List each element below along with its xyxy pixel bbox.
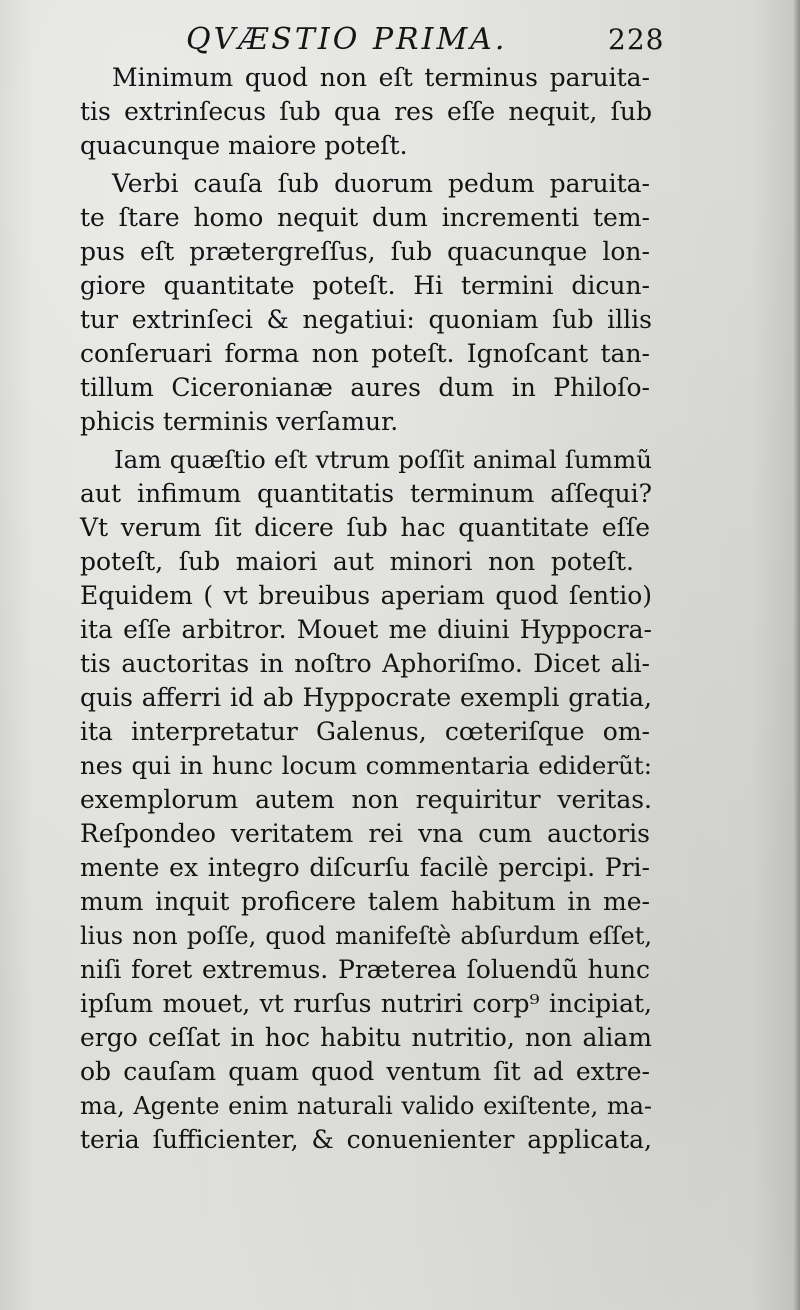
running-head: [0, 20, 800, 60]
text-line: exemplorum autem non requiritur veritas.: [80, 785, 652, 814]
text-line: mente ex integro diſcurſu facilè percipi. Pri-: [80, 853, 650, 882]
text-line: poteſt, ſub maiori aut minori non poteſt.: [80, 547, 634, 576]
page-number: 228: [608, 23, 665, 56]
text-line: mum inquit proficere talem habitum in me-: [80, 887, 650, 916]
text-line: Minimum quod non eſt terminus paruita-: [112, 63, 650, 92]
text-line: Vt verum ſit dicere ſub hac quantitate eſſe: [80, 513, 650, 542]
text-line: Equidem ( vt breuibus aperiam quod ſentio): [80, 581, 652, 610]
text-line: aut infimum quantitatis terminum aſſequi?: [80, 479, 652, 508]
text-line: quis afferri id ab Hyppocrate exempli gratia,: [80, 683, 652, 712]
text-line: phicis terminis verſamur.: [80, 407, 399, 436]
text-line: tis auctoritas in noſtro Aphoriſmo. Dicet ali-: [80, 649, 650, 678]
text-line: Reſpondeo veritatem rei vna cum auctoris: [80, 819, 650, 848]
text-line: ob cauſam quam quod ventum ſit ad extre-: [80, 1057, 650, 1086]
text-line: niſi foret extremus. Præterea ſoluendũ hunc: [80, 955, 650, 984]
text-line: teria ſufficienter, & conuenienter applicata,: [80, 1125, 652, 1154]
text-line: conſeruari forma non poteſt. Ignoſcant tan-: [80, 339, 650, 368]
text-line: Verbi cauſa ſub duorum pedum paruita-: [112, 169, 650, 198]
text-line: ipſum mouet, vt rurſus nutriri corp⁹ incipiat,: [80, 989, 652, 1018]
text-line: giore quantitate poteſt. Hi termini dicun-: [80, 271, 650, 300]
text-line: ita eſſe arbitror. Mouet me diuini Hyppocra-: [80, 615, 652, 644]
text-line: tis extrinſecus ſub qua res eſſe nequit, ſub: [80, 97, 652, 126]
text-line: tillum Ciceronianæ aures dum in Philoſo-: [80, 373, 650, 402]
text-line: nes qui in hunc locum commentaria ediderũt:: [80, 751, 652, 780]
text-line: quacunque maiore poteſt.: [80, 131, 408, 160]
text-line: tur extrinſeci & negatiui: quoniam ſub illis: [80, 305, 652, 334]
page-edge: [794, 0, 800, 1310]
text-line: lius non poſſe, quod manifeſtè abſurdum eſſet,: [80, 922, 652, 950]
text-line: Iam quæſtio eſt vtrum poſſit animal ſummũ: [114, 445, 652, 474]
running-title: QVÆSTIO PRIMA.: [186, 22, 508, 57]
text-line: ma, Agente enim naturali valido exiſtente, ma-: [80, 1092, 652, 1120]
text-line: ita interpretatur Galenus, cœteriſque om-: [80, 717, 650, 746]
text-line: te ſtare homo nequit dum incrementi tem-: [80, 203, 650, 232]
text-line: ergo ceſſat in hoc habitu nutritio, non aliam: [80, 1023, 652, 1052]
text-line: pus eſt prætergreſſus, ſub quacunque lon-: [80, 237, 650, 266]
